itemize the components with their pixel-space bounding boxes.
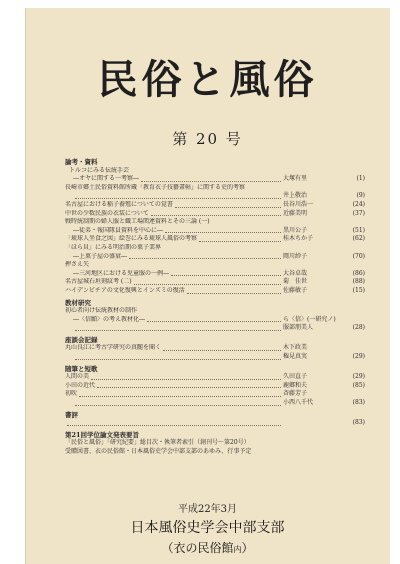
toc-section-heading: 論考・資料 xyxy=(65,158,98,166)
dot-leader xyxy=(75,405,281,406)
location-main: （衣の民俗館 xyxy=(161,541,234,555)
toc-entry-title: 名古屋における稲子養殖についての覚書 xyxy=(65,200,173,208)
dot-leader xyxy=(147,321,281,322)
toc-entry-author: 桂木ちか子 xyxy=(283,235,314,243)
toc-entry-page: (29) xyxy=(352,353,365,361)
toc-entry-page: (86) xyxy=(352,269,365,277)
toc-entry-title: 中世の少数民族の衣装について xyxy=(65,209,149,217)
toc-entry xyxy=(65,201,365,210)
toc-entry xyxy=(65,244,365,253)
toc-entry-author: 近藤美明 xyxy=(283,209,308,217)
toc-entry-author: 権見真実 xyxy=(283,353,308,361)
location-close: ） xyxy=(241,541,254,555)
toc-entry-title: ―〈信願〉の考え教材化― xyxy=(73,315,146,323)
dot-leader xyxy=(75,330,281,331)
toc-entry-page: (28) xyxy=(352,324,365,332)
dot-leader xyxy=(129,258,281,259)
toc-entry-author: 久田直子 xyxy=(283,373,308,381)
toc-entry-page: (9) xyxy=(356,192,365,200)
toc-entry-page: (29) xyxy=(352,373,365,381)
toc-entry-title: ―オヤに関する一考察― xyxy=(73,175,140,183)
dot-leader xyxy=(75,359,281,360)
toc-entry xyxy=(65,227,365,236)
toc-entry xyxy=(65,353,365,362)
toc-entry-title: 戦時統制期の婦人服と織工場関連資料とその三論 (一) xyxy=(65,218,210,226)
journal-cover xyxy=(25,8,390,564)
toc-entry-author: 大塚有里 xyxy=(283,175,308,183)
toc-entry-author: 長谷川浩一 xyxy=(283,200,314,208)
toc-entry xyxy=(65,210,365,219)
toc-entry-page: (85) xyxy=(352,381,365,389)
toc-entry-author: 黒川公子 xyxy=(283,226,308,234)
dot-leader xyxy=(141,181,281,182)
toc-entry-title: 「ほら貝」にみる明治期の菓子業界 xyxy=(65,243,162,251)
table-of-contents xyxy=(65,158,365,457)
dot-leader xyxy=(67,425,281,426)
toc-entry-title: ―三河地区における児童服の一例― xyxy=(73,269,170,277)
toc-entry xyxy=(65,287,365,296)
dot-leader xyxy=(187,293,281,294)
toc-entry-author: 井上敬治 xyxy=(283,192,308,200)
toc-entry-title: ―徒弟・報国隊員資料を中心に― xyxy=(73,226,164,234)
dot-leader xyxy=(91,379,281,380)
toc-entry-title: 押さえ矢 xyxy=(65,261,90,269)
toc-entry xyxy=(65,192,365,201)
toc-entry-author: 小西八千代 xyxy=(283,399,314,407)
toc-entry-author: 岡川紗子 xyxy=(283,252,308,260)
toc-entry-title: ―上菓子屋の盛衰― xyxy=(73,252,128,260)
toc-entry-title: 人間の美 xyxy=(65,373,90,381)
toc-entry-author: 木下政美 xyxy=(283,344,308,352)
toc-section-heading: 書評 xyxy=(65,410,78,419)
toc-entry-title: 初吹 xyxy=(65,390,78,398)
toc-entry xyxy=(65,184,365,193)
toc-entry xyxy=(65,253,365,262)
toc-entry-title: トルコにみる伝統手芸 xyxy=(69,166,130,174)
toc-entry xyxy=(65,373,365,382)
toc-entry-author: 佐藤敏子 xyxy=(283,286,308,294)
toc-section-heading: 随筆と短歌 xyxy=(65,364,98,373)
dot-leader xyxy=(151,215,281,216)
journal-title: 民俗と風俗 xyxy=(97,56,318,103)
toc-entry-title: 丸山良江に考古学研究の真髄を聞く xyxy=(65,344,162,352)
location-small: 内 xyxy=(233,545,242,554)
dot-leader xyxy=(165,232,281,233)
toc-entry-page: (62) xyxy=(352,235,365,243)
toc-entry xyxy=(65,235,365,244)
toc-section-heading: 教材研究 xyxy=(65,298,91,307)
toc-entry xyxy=(65,270,365,279)
toc-entry-title: 初心者向け伝統教材の制作 xyxy=(65,307,138,315)
toc-entry xyxy=(65,175,365,184)
toc-entry xyxy=(65,261,365,270)
toc-entry-author: 服部朋美人 xyxy=(283,324,314,332)
publisher-name: 日本風俗史学会中部支部 xyxy=(130,520,285,536)
toc-entry xyxy=(65,167,365,176)
dot-leader xyxy=(175,207,281,208)
toc-entry xyxy=(65,307,365,316)
toc-entry-page: (83) xyxy=(352,419,365,427)
dot-leader xyxy=(75,198,281,199)
toc-entry xyxy=(65,344,365,353)
notice-line: 「民俗と風俗」「研究紀要」総目次・執筆者索引（創刊号～第20号） xyxy=(65,439,250,447)
toc-entry-page: (51) xyxy=(352,226,365,234)
toc-entry-title: 名古屋城石垣刻紋考 (二) xyxy=(65,278,132,286)
toc-entry-page: (37) xyxy=(352,209,365,217)
toc-section-heading: 座談会記録 xyxy=(65,335,98,344)
toc-entry-page: (83) xyxy=(352,399,365,407)
toc-entry-author: ら〈信〉(一研究ノ) xyxy=(283,315,336,323)
toc-entry xyxy=(65,218,365,227)
toc-entry-page: (70) xyxy=(352,252,365,260)
toc-entry-author: 鹿郷和夫 xyxy=(283,381,308,389)
dot-leader xyxy=(199,241,281,242)
toc-entry xyxy=(65,390,365,399)
toc-entry-author: 斉藤芳子 xyxy=(283,390,308,398)
dot-leader xyxy=(171,275,281,276)
notice-heading: 第21回学位論文発表要旨 xyxy=(65,430,140,439)
toc-entry-page: (24) xyxy=(352,200,365,208)
dot-leader xyxy=(97,387,281,388)
toc-entry-page: (88) xyxy=(352,278,365,286)
notice-line: 受贈図書、衣の民俗館・日本風俗史学会中部支部のあゆみ、行事予定 xyxy=(65,448,252,455)
toc-entry xyxy=(65,278,365,287)
publisher-location xyxy=(25,539,390,556)
dot-leader xyxy=(134,284,281,285)
toc-entry xyxy=(65,324,365,333)
publication-date: 平成22年3月 xyxy=(177,504,238,515)
toc-entry xyxy=(65,316,365,325)
issue-number: 第 20 号 xyxy=(172,130,243,148)
toc-entry-title: 長崎市郷土民俗資料館所蔵「教育衣子技藝畫帖」に関する史的考察 xyxy=(65,183,246,191)
toc-entry-title: 小田の近代 xyxy=(65,381,96,389)
toc-entry-author: 大谷卓哉 xyxy=(283,269,308,277)
toc-entry xyxy=(65,399,365,408)
toc-entry xyxy=(65,419,365,428)
toc-entry-page: (15) xyxy=(352,286,365,294)
dot-leader xyxy=(163,350,281,351)
toc-entry-title: ハイデンビチアの文化復興とインズミの復活 xyxy=(65,286,185,294)
toc-entry-title: 「琉球人坐食之図」絵巻にみる琉球人風俗の考察 xyxy=(65,235,198,243)
toc-entry-author: 菊 佳世 xyxy=(283,278,308,286)
toc-entry xyxy=(65,382,365,391)
toc-entry-page: (1) xyxy=(356,175,365,183)
dot-leader xyxy=(79,396,281,397)
